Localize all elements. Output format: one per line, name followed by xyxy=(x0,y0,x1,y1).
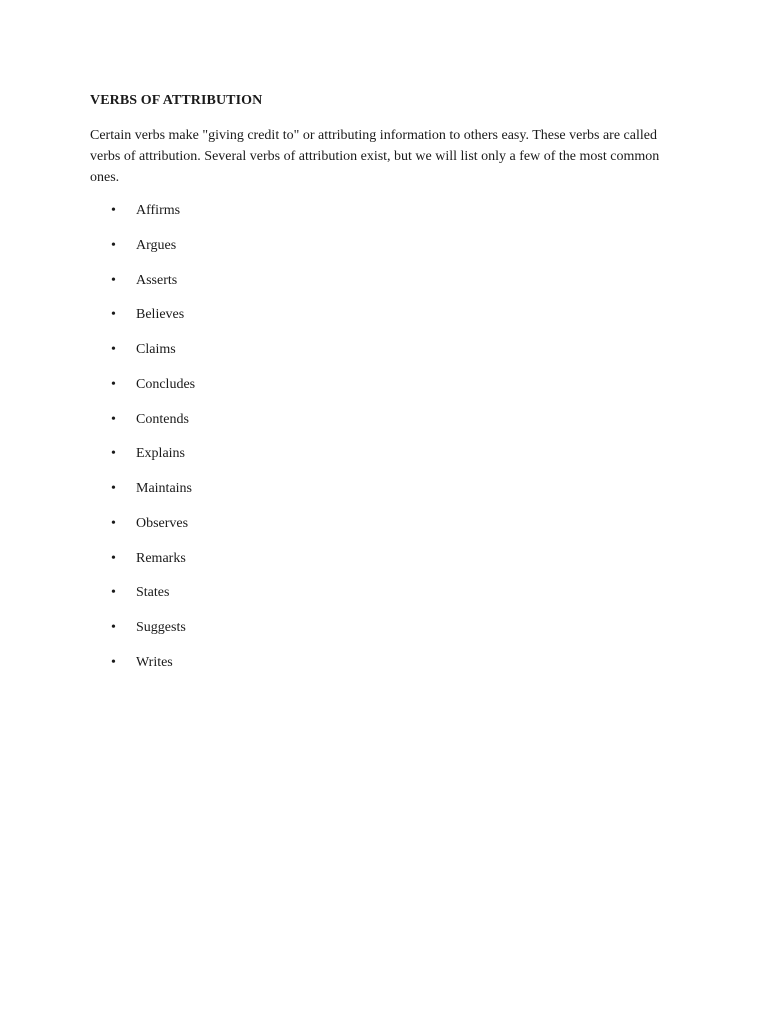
verb-label: Affirms xyxy=(136,203,181,218)
verb-label: Maintains xyxy=(136,481,192,496)
verb-label: Asserts xyxy=(136,272,178,288)
bullet-icon: • xyxy=(111,550,116,566)
bullet-icon: • xyxy=(111,203,116,218)
verb-label: Writes xyxy=(136,654,173,670)
bullet-icon: • xyxy=(111,307,116,323)
bullet-icon: • xyxy=(111,411,116,427)
intro-paragraph: Certain verbs make "giving credit to" or attributing information to others easy. These verbs are called verbs of attribution. Several verbs of attribution exist, but we will list only a few of the most common ones. xyxy=(90,128,660,185)
bullet-icon: • xyxy=(111,620,116,635)
verb-label: Explains xyxy=(136,446,185,462)
verb-label: Argues xyxy=(136,237,177,253)
verb-label: Suggests xyxy=(136,620,186,635)
bullet-icon: • xyxy=(111,654,116,670)
bullet-icon: • xyxy=(111,446,116,462)
page-title: VERBS OF ATTRIBUTION xyxy=(90,93,263,108)
verb-label: Contends xyxy=(136,411,189,427)
bullet-icon: • xyxy=(111,376,116,392)
bullet-icon: • xyxy=(111,237,116,253)
verb-label: States xyxy=(136,585,170,601)
verb-label: Concludes xyxy=(136,376,196,392)
bullet-icon: • xyxy=(111,515,116,531)
bullet-icon: • xyxy=(111,481,116,496)
verb-label: Claims xyxy=(136,342,176,357)
bullet-icon: • xyxy=(111,585,116,601)
verb-label: Observes xyxy=(136,515,189,531)
bullet-icon: • xyxy=(111,342,116,357)
verb-label: Remarks xyxy=(136,550,186,566)
bullet-icon: • xyxy=(111,272,116,288)
verb-label: Believes xyxy=(136,307,185,323)
